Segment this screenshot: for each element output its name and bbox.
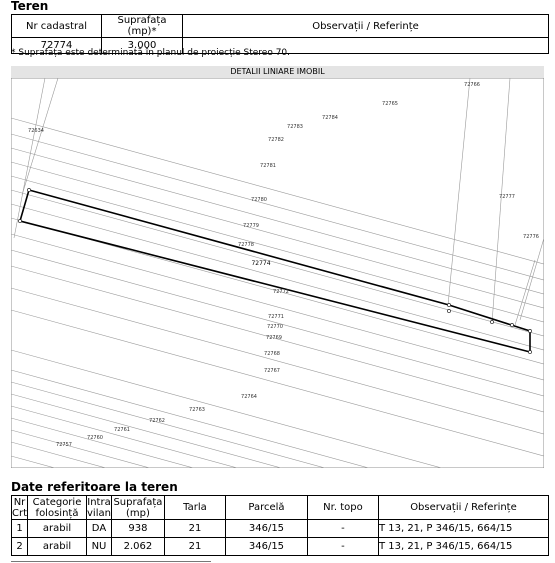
parcel-label: 72783: [287, 124, 303, 130]
cell-suprafata: 938: [111, 520, 164, 538]
parcel-label: 72768: [264, 351, 280, 357]
header-observatii-2: Observații / Referințe: [378, 496, 548, 520]
header-observatii: Observații / Referințe: [183, 15, 549, 38]
table-row: [12, 538, 549, 556]
parcel-label: 72769: [266, 335, 282, 341]
cell-nr-crt: 2: [12, 538, 28, 556]
date-title: Date referitoare la teren: [11, 480, 178, 494]
parcel-label: 72778: [238, 242, 254, 248]
header-nr-topo: Nr. topo: [307, 496, 378, 520]
cell-nr-cadastral: 72774: [12, 38, 102, 54]
date-header-row: [12, 496, 549, 520]
parcel-label: 72767: [264, 368, 280, 374]
cell-tarla: 21: [164, 538, 225, 556]
teren-header-row: [12, 15, 549, 38]
stereo-note: * Suprafața este determinată în planul de proiecție Stereo 70.: [11, 48, 291, 58]
table-row: [12, 520, 549, 538]
parcel-label: 72634: [28, 128, 44, 134]
cadastral-plan: [11, 78, 544, 468]
cell-nr-topo: -: [307, 538, 378, 556]
parcel-label: 72766: [464, 82, 480, 88]
cell-observatii: T 13, 21, P 346/15, 664/15: [378, 520, 548, 538]
header-suprafata-2: Suprafața (mp): [111, 496, 164, 520]
parcel-label: 72777: [499, 194, 515, 200]
cell-suprafata: 3.000: [102, 38, 183, 54]
cell-tarla: 21: [164, 520, 225, 538]
parcel-label: 72763: [189, 407, 205, 413]
cell-nr-crt: 1: [12, 520, 28, 538]
header-tarla: Tarla: [164, 496, 225, 520]
plan-title: DETALII LINIARE IMOBIL: [11, 66, 544, 78]
parcel-label: 72765: [382, 101, 398, 107]
parcel-label: 72757: [56, 442, 72, 448]
header-intravilan: Intra vilan: [87, 496, 111, 519]
header-categorie: Categorie folosință: [28, 496, 87, 520]
parcel-label: 72776: [523, 234, 539, 240]
parcel-label: 72781: [260, 163, 276, 169]
parcel-label: 72772: [273, 289, 289, 295]
teren-title: Teren: [11, 0, 49, 13]
cell-categorie: arabil: [28, 538, 87, 556]
header-parcela: Parcelă: [225, 496, 307, 520]
parcel-label: 72774: [251, 260, 271, 267]
cell-parcela: 346/15: [225, 520, 307, 538]
parcel-label: 72770: [267, 324, 283, 330]
cell-observatii: T 13, 21, P 346/15, 664/15: [378, 538, 548, 556]
parcel-label: 72780: [251, 197, 267, 203]
header-nr-cadastral: Nr cadastral: [12, 15, 102, 38]
parcel-label: 72782: [268, 137, 284, 143]
cell-parcela: 346/15: [225, 538, 307, 556]
cell-intravilan: DA: [87, 520, 112, 538]
parcel-label: 72762: [149, 418, 165, 424]
header-suprafata: Suprafața (mp)*: [102, 15, 183, 38]
cell-categorie: arabil: [28, 520, 87, 538]
parcel-label: 72779: [243, 223, 259, 229]
cell-nr-topo: -: [307, 520, 378, 538]
header-nr-crt: Nr Crt: [12, 496, 28, 519]
parcel-label: 72760: [87, 435, 103, 441]
parcel-label: 72764: [241, 394, 257, 400]
parcel-label: 72784: [322, 115, 338, 121]
next-page-edge: [0, 556, 555, 563]
parcel-label: 72771: [268, 314, 284, 320]
parcel-label: 72761: [114, 427, 130, 433]
cell-intravilan: NU: [87, 538, 112, 556]
cell-suprafata: 2.062: [111, 538, 164, 556]
date-table: [11, 495, 549, 556]
